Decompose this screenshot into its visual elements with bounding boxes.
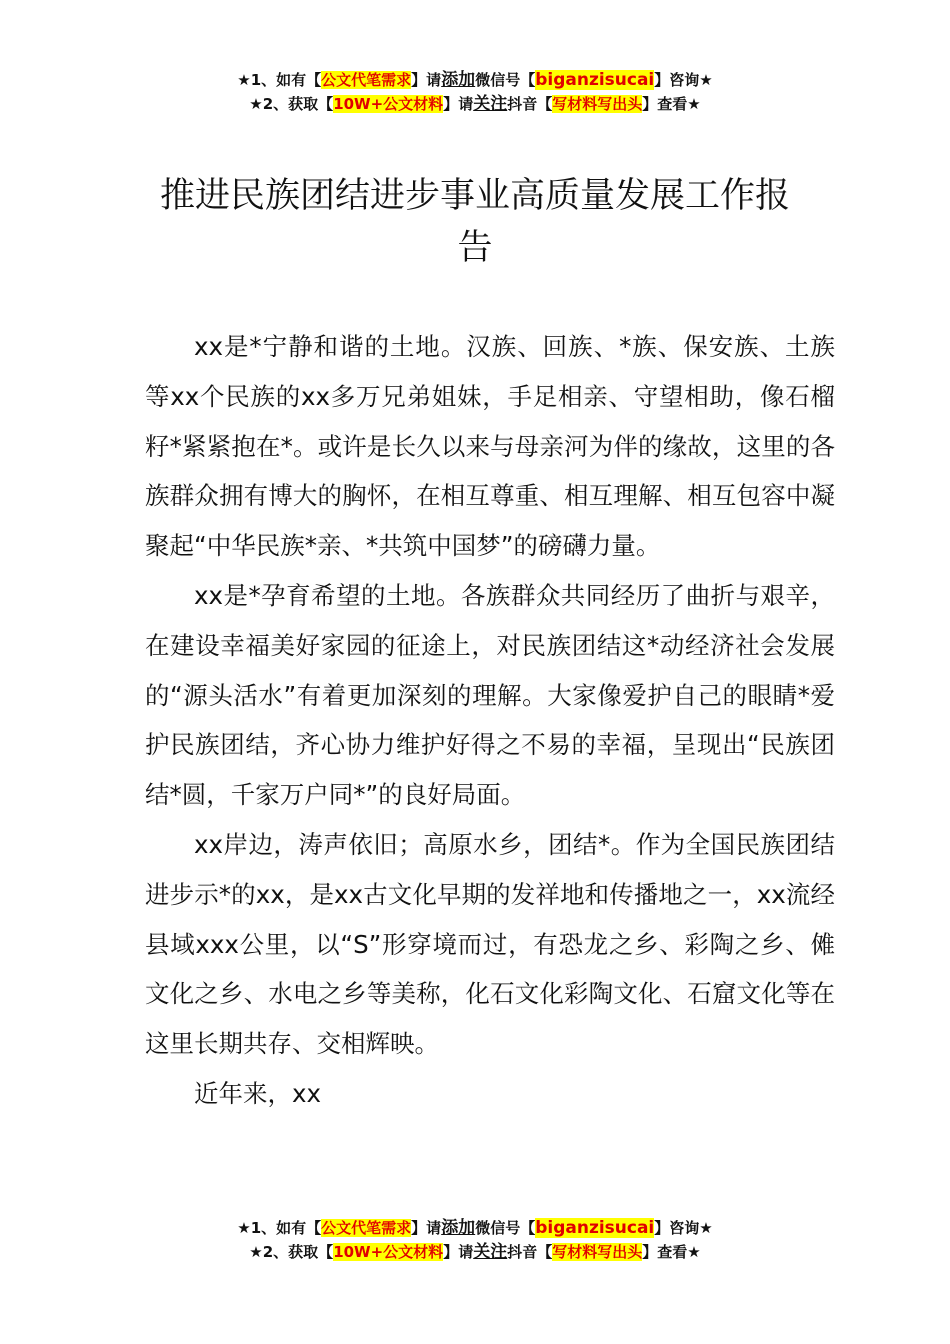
paragraph: xx岸边，涛声依旧；高原水乡，团结*。作为全国民族团结进步示*的xx，是xx古文化早期的发祥地和传播地之一，xx流经县域xxx公里，以“S”形穿境而过，有恐龙之乡、彩陶之乡、傩文化之乡、水电之乡等美称，化石文化彩陶文化、石窟文化等在这里长期共存、交相辉映。 — [145, 829, 835, 1059]
notice-text: 】请 — [443, 95, 474, 113]
notice-emphasis: 添加 — [441, 70, 476, 90]
highlight-service: 公文代笔需求 — [321, 71, 412, 89]
notice-text: 】咨询★ — [654, 1219, 713, 1237]
notice-text: 】请 — [443, 1243, 474, 1261]
notice-text: 】请 — [411, 1219, 442, 1237]
notice-line-2 — [0, 1240, 950, 1264]
notice-text: ★2、获取【 — [249, 95, 334, 113]
title-line-2: 告 — [457, 228, 493, 268]
notice-text: ★1、如有【 — [237, 1219, 322, 1237]
notice-text: ★1、如有【 — [237, 71, 322, 89]
notice-text: 抖音【 — [507, 95, 553, 113]
notice-line-1 — [0, 68, 950, 92]
highlight-materials: 10W+公文材料 — [333, 95, 444, 113]
paragraph: xx是*孕育希望的土地。各族群众共同经历了曲折与艰辛，在建设幸福美好家园的征途上，对民族团结这*动经济社会发展的“源头活水”有着更加深刻的理解。大家像爱护自己的眼睛*爱护民族团结，齐心协力维护好得之不易的幸福，呈现出“民族团结*圆，千家万户同*”的良好局面。 — [145, 580, 835, 810]
header-notice — [0, 68, 950, 116]
title-line-1: 推进民族团结进步事业高质量发展工作报 — [159, 176, 790, 216]
highlight-douyin-account: 写材料写出头 — [552, 95, 643, 113]
document-title — [150, 170, 800, 274]
notice-emphasis: 关注 — [473, 94, 508, 114]
notice-text: 抖音【 — [507, 1243, 553, 1261]
notice-line-2 — [0, 92, 950, 116]
highlight-service: 公文代笔需求 — [321, 1219, 412, 1237]
notice-text: 微信号【 — [475, 1219, 536, 1237]
highlight-materials: 10W+公文材料 — [333, 1243, 444, 1261]
notice-text: 】查看★ — [642, 1243, 701, 1261]
document-body — [145, 322, 835, 1119]
footer-notice — [0, 1216, 950, 1264]
paragraph: 近年来，xx — [194, 1078, 321, 1108]
notice-text: 】咨询★ — [654, 71, 713, 89]
notice-text: 微信号【 — [475, 71, 536, 89]
notice-text: 】查看★ — [642, 95, 701, 113]
notice-line-1 — [0, 1216, 950, 1240]
notice-emphasis: 关注 — [473, 1242, 508, 1262]
notice-text: ★2、获取【 — [249, 1243, 334, 1261]
highlight-wechat-id: biganzisucai — [535, 1218, 655, 1238]
highlight-douyin-account: 写材料写出头 — [552, 1243, 643, 1261]
notice-text: 】请 — [411, 71, 442, 89]
paragraph: xx是*宁静和谐的土地。汉族、回族、*族、保安族、土族等xx个民族的xx多万兄弟姐妹，手足相亲、守望相助，像石榴籽*紧紧抱在*。或许是长久以来与母亲河为伴的缘故，这里的各族群众拥有博大的胸怀，在相互尊重、相互理解、相互包容中凝聚起“中华民族*亲、*共筑中国梦”的磅礴力量。 — [145, 332, 835, 561]
notice-emphasis: 添加 — [441, 1218, 476, 1238]
highlight-wechat-id: biganzisucai — [535, 70, 655, 90]
